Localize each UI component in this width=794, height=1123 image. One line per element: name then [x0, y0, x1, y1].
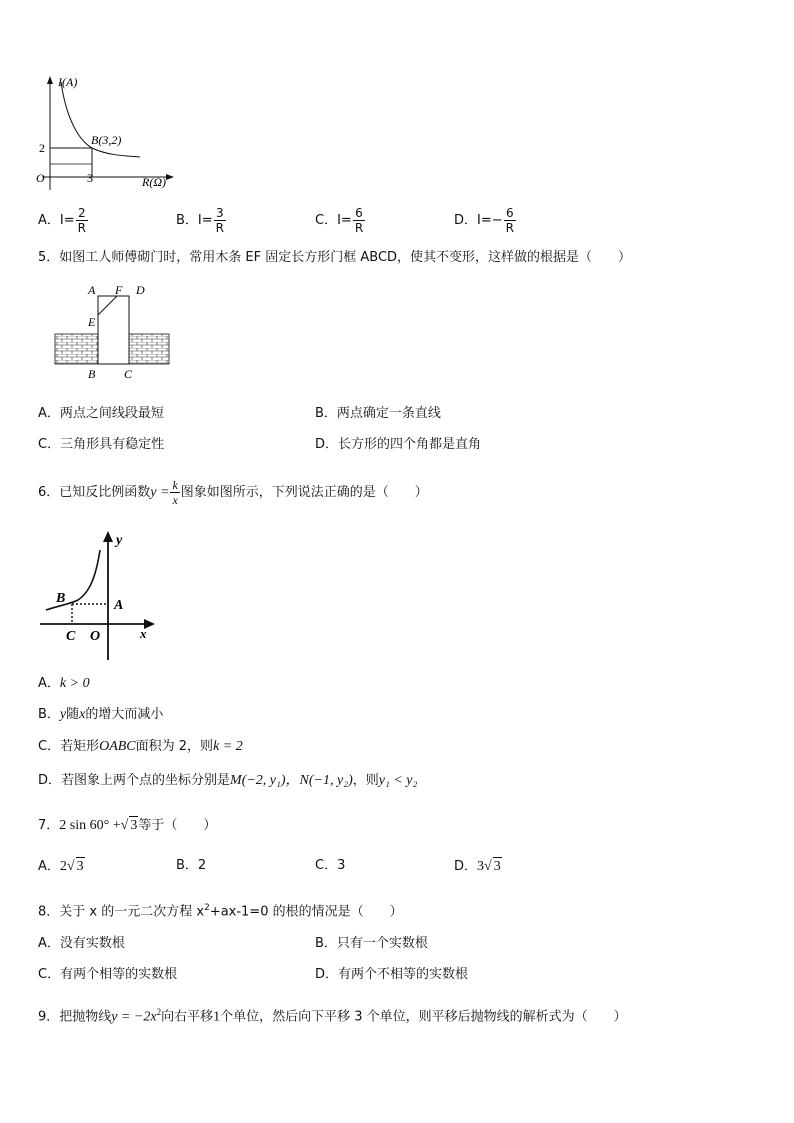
- label-a: A: [88, 283, 96, 297]
- q4-option-d[interactable]: [454, 206, 517, 235]
- inverse-graph-figure: [30, 72, 180, 194]
- q7-expr: 2 sin 60° +: [59, 818, 121, 833]
- q6-option-b[interactable]: [38, 706, 163, 724]
- q7-option-d[interactable]: [454, 857, 502, 876]
- q8-option-b[interactable]: B．只有一个实数根: [315, 936, 428, 951]
- left-wall: [55, 334, 98, 364]
- x-axis-label: R(Ω): [142, 175, 166, 189]
- rect-name: OABC: [99, 739, 136, 754]
- option-letter: A．: [38, 676, 60, 691]
- x-axis-arrow: [166, 174, 174, 180]
- q9-stem-b: 向右平移: [161, 1009, 214, 1025]
- label-c: C: [66, 629, 76, 644]
- q5-option-d[interactable]: D．长方形的四个角都是直角: [315, 437, 482, 452]
- fraction: $\frac{6}{R}$: [354, 206, 364, 235]
- q7-option-a[interactable]: [38, 857, 85, 876]
- q7-radicand: 3: [130, 818, 138, 833]
- y-axis-arrow: [47, 76, 53, 84]
- hyperbola-branch: [46, 550, 100, 610]
- q4-option-c[interactable]: [315, 206, 366, 235]
- q9-stem-c: 个单位，然后向下平移 3 个单位，则平移后抛物线的解析式为（ ）: [220, 1009, 627, 1025]
- option-prefix: I=: [337, 213, 352, 228]
- label-f: F: [115, 283, 123, 297]
- text-rest: 的增大而减小: [85, 707, 164, 722]
- label-b: B: [56, 591, 66, 606]
- option-letter: D．: [454, 859, 478, 874]
- sqrt-sign: √: [66, 859, 75, 874]
- sqrt-sign: √: [484, 859, 492, 874]
- y-tick-label: 2: [39, 141, 45, 155]
- q8-stem-a: 8．关于 x 的一元二次方程 x: [38, 904, 205, 920]
- q6-stem-suffix: 图象如图所示，下列说法正确的是（ ）: [180, 485, 428, 500]
- q8-stem: [38, 899, 403, 921]
- q8-option-a[interactable]: A．没有实数根: [38, 936, 125, 951]
- q8-option-d[interactable]: D．有两个不相等的实数根: [315, 967, 469, 982]
- reciprocal-graph-figure: [36, 528, 161, 663]
- option-letter: A．: [38, 213, 60, 228]
- q7-stem: [38, 816, 216, 835]
- minus-sign: −: [491, 213, 503, 228]
- q7-option-c[interactable]: C．3: [315, 858, 346, 873]
- q6-y-eq: y =: [150, 485, 170, 500]
- radicand: 3: [76, 859, 84, 874]
- text-sui: 随: [66, 707, 80, 722]
- q8-stem-b: +ax-1=0 的根的情况是（ ）: [209, 904, 403, 920]
- var-y: y: [59, 707, 67, 722]
- text-1: 若图象上两个点的坐标分别是: [61, 773, 231, 788]
- var-x: x: [79, 707, 86, 722]
- text-2: ，则: [352, 773, 379, 788]
- q6-option-c[interactable]: [38, 738, 243, 756]
- label-a: A: [114, 598, 124, 613]
- q9-math: y = −2x: [111, 1009, 157, 1025]
- fraction: $\frac{3}{R}$: [215, 206, 224, 235]
- fraction: $\frac{2}{R}$: [77, 206, 86, 235]
- option-prefix: I=: [197, 213, 213, 228]
- radicand: 3: [493, 859, 501, 874]
- q6-option-d[interactable]: [38, 772, 417, 790]
- label-b: B: [88, 367, 96, 381]
- points-mn: M(−2, y₁)，N(−1, y₂): [230, 773, 353, 788]
- q9-stem-a: 9．把抛物线: [38, 1009, 112, 1025]
- x-tick-label: 3: [87, 171, 93, 185]
- label-d: D: [136, 283, 145, 297]
- door-frame: [98, 296, 129, 364]
- q5-option-c[interactable]: C．三角形具有稳定性: [38, 437, 165, 452]
- text-2: 面积为 2，则: [135, 739, 214, 754]
- q5-stem: 5．如图工人师傅砌门时，常用木条 EF 固定长方形门框 ABCD，使其不变形，这样做的根据是（ ）: [38, 250, 632, 265]
- q6-stem-prefix: 6．已知反比例函数: [38, 485, 151, 500]
- option-letter: B．: [38, 707, 60, 722]
- option-math: k > 0: [59, 676, 90, 691]
- label-o: O: [90, 629, 101, 644]
- text-1: 若矩形: [60, 739, 100, 754]
- q8-option-c[interactable]: C．有两个相等的实数根: [38, 967, 178, 982]
- option-letter: C．: [315, 213, 338, 228]
- option-prefix: I=: [477, 213, 492, 228]
- q6-stem: [38, 478, 428, 507]
- sqrt-sign: √: [120, 818, 129, 833]
- fraction: $\frac{6}{R}$: [505, 206, 514, 235]
- q5-option-b[interactable]: B．两点确定一条直线: [315, 406, 441, 421]
- y-axis-arrow: [103, 531, 113, 542]
- q9-stem: [38, 1003, 627, 1026]
- right-wall: [129, 334, 169, 364]
- q6-option-a[interactable]: [38, 675, 90, 693]
- y-axis-label: I(A): [58, 75, 78, 89]
- q8-sup: 2: [204, 903, 210, 913]
- k-eq: k = 2: [213, 739, 243, 754]
- q6-fraction: $\frac{k}{x}$: [172, 478, 178, 507]
- q7-option-b[interactable]: B．2: [176, 858, 207, 873]
- label-c: C: [124, 367, 133, 381]
- option-letter: D．: [38, 773, 62, 788]
- coef: 3: [477, 859, 485, 874]
- option-letter: D．: [454, 213, 478, 228]
- label-x: x: [140, 626, 147, 641]
- coef: 2: [59, 859, 67, 874]
- q9-sup: 2: [156, 1007, 162, 1017]
- q5-option-a[interactable]: A．两点之间线段最短: [38, 406, 164, 421]
- door-frame-figure: [52, 282, 172, 384]
- point-b-label: B(3,2): [91, 133, 122, 147]
- q7-stem-rest: 等于（ ）: [138, 818, 217, 833]
- option-prefix: I=: [59, 213, 75, 228]
- q9-n1: 1: [213, 1009, 221, 1025]
- inequality: y₁ < y₂: [378, 773, 418, 788]
- label-y: y: [116, 533, 123, 548]
- option-letter: C．: [38, 739, 61, 754]
- origin-label: O: [36, 171, 45, 185]
- q4-option-b[interactable]: [176, 206, 227, 235]
- option-letter: A．: [38, 859, 60, 874]
- label-e: E: [88, 315, 96, 329]
- option-letter: B．: [176, 213, 198, 228]
- q4-option-a[interactable]: [38, 206, 89, 235]
- q7-number: 7．: [38, 818, 60, 833]
